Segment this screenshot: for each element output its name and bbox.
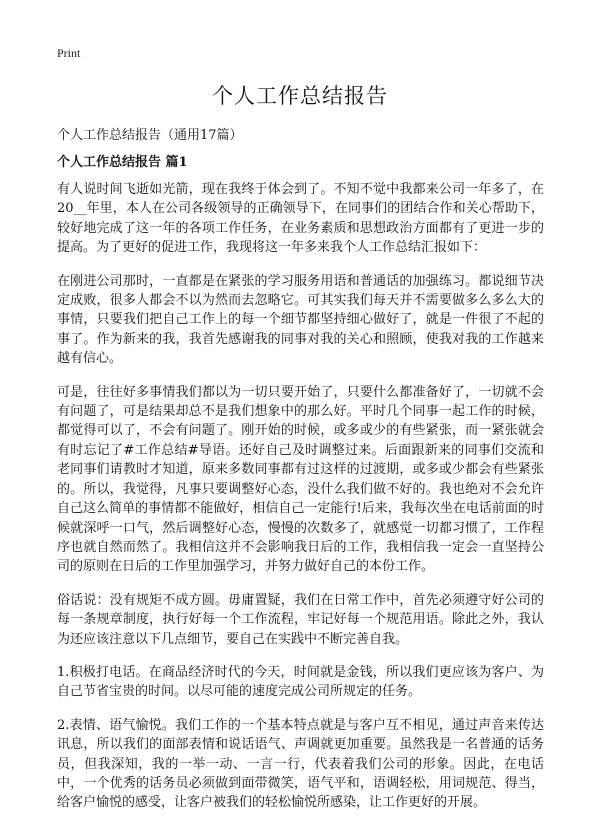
- paragraph: 可是，往往好多事情我们都以为一切只要开始了，只要什么都准备好了，一切就不会有问题了，可是结果却总不是我们想象中的那么好。平时几个同事一起工作的时候，都觉得可以了，不会有问题了。刚开始的时候，或多或少的有些紧张，而一紧张就会有时忘记了#工作总结#导语。还好自己及时调整过来。后面跟新来的同事们交流和老同事们请教时才知道，原来多数同事都有过这样的过渡期，或多或少都会有些紧张的。所以，我觉得，凡事只要调整好心态，没什么我们做不好的。我也绝对不会允许自己这么简单的事情都不能做好，相信自己一定能行!后来，我每次坐在电话前面的时候就深呼一口气，然后调整好心态，慢慢的次数多了，就感觉一切都习惯了，工作程序也就自然而然了。我相信这并不会影响我日后的工作，我相信我一定会一直坚持公司的原则在日后的工作里加强学习，并努力做好自己的本份工作。: [57, 384, 544, 575]
- paragraph: 1.积极打电话。在商品经济时代的今天，时间就是金钱，所以我们更应该为客户、为自己节省宝贵的时间。以尽可能的速度完成公司所规定的任务。: [57, 664, 544, 700]
- paragraph: 俗话说：没有规矩不成方圆。毋庸置疑，我们在日常工作中，首先必须遵守好公司的每一条规章制度，执行好每一个工作流程，牢记好每一个规范用语。除此之外，我认为还应该注意以下几点细节，要自己在实践中不断完善自我。: [57, 592, 544, 647]
- page-title: 个人工作总结报告: [212, 84, 388, 108]
- paragraph: 在刚进公司那时，一直都是在紧张的学习服务用语和普通话的加强练习。都说细节决定成败，很多人都会不以为然而去忽略它。可其实我们每天并不需要做多么多么大的事情，只要我们把自己工作上的每一个细节都坚持细心做好了，就是一件很了不起的事了。作为新来的我，我首先感谢我的同事对我的关心和照顾，使我对我的工作越来越有信心。: [57, 273, 544, 367]
- paragraph: 有人说时间飞逝如光箭，现在我终于体会到了。不知不觉中我都来公司一年多了，在20__年里，本人在公司各级领导的正确领导下，在同事们的团结合作和关心帮助下，较好地完成了这一年的各项工作任务，在业务素质和思想政治方面都有了更进一步的提高。为了更好的促进工作，我现将这一年多来我个人工作总结汇报如下：: [57, 182, 544, 256]
- document-subtitle: 个人工作总结报告（通用17篇）: [57, 128, 243, 143]
- document-body: [57, 180, 544, 827]
- section-heading: 个人工作总结报告 篇1: [57, 155, 188, 170]
- paragraph: 2.表情、语气愉悦。我们工作的一个基本特点就是与客户互不相见，通过声音来传达讯息，所以我们的面部表情和说话语气、声调就更加重要。虽然我是一名普通的话务员，但我深知，我的一举一动、一言一行，代表着我们公司的形象。因此，在电话中，一个优秀的话务员必须做到面带微笑，语气平和，语调轻松，用词规范、得当，给客户愉悦的感受，让客户被我们的轻松愉悦所感染，让工作更好的开展。: [57, 717, 544, 811]
- print-link[interactable]: Print: [57, 46, 81, 60]
